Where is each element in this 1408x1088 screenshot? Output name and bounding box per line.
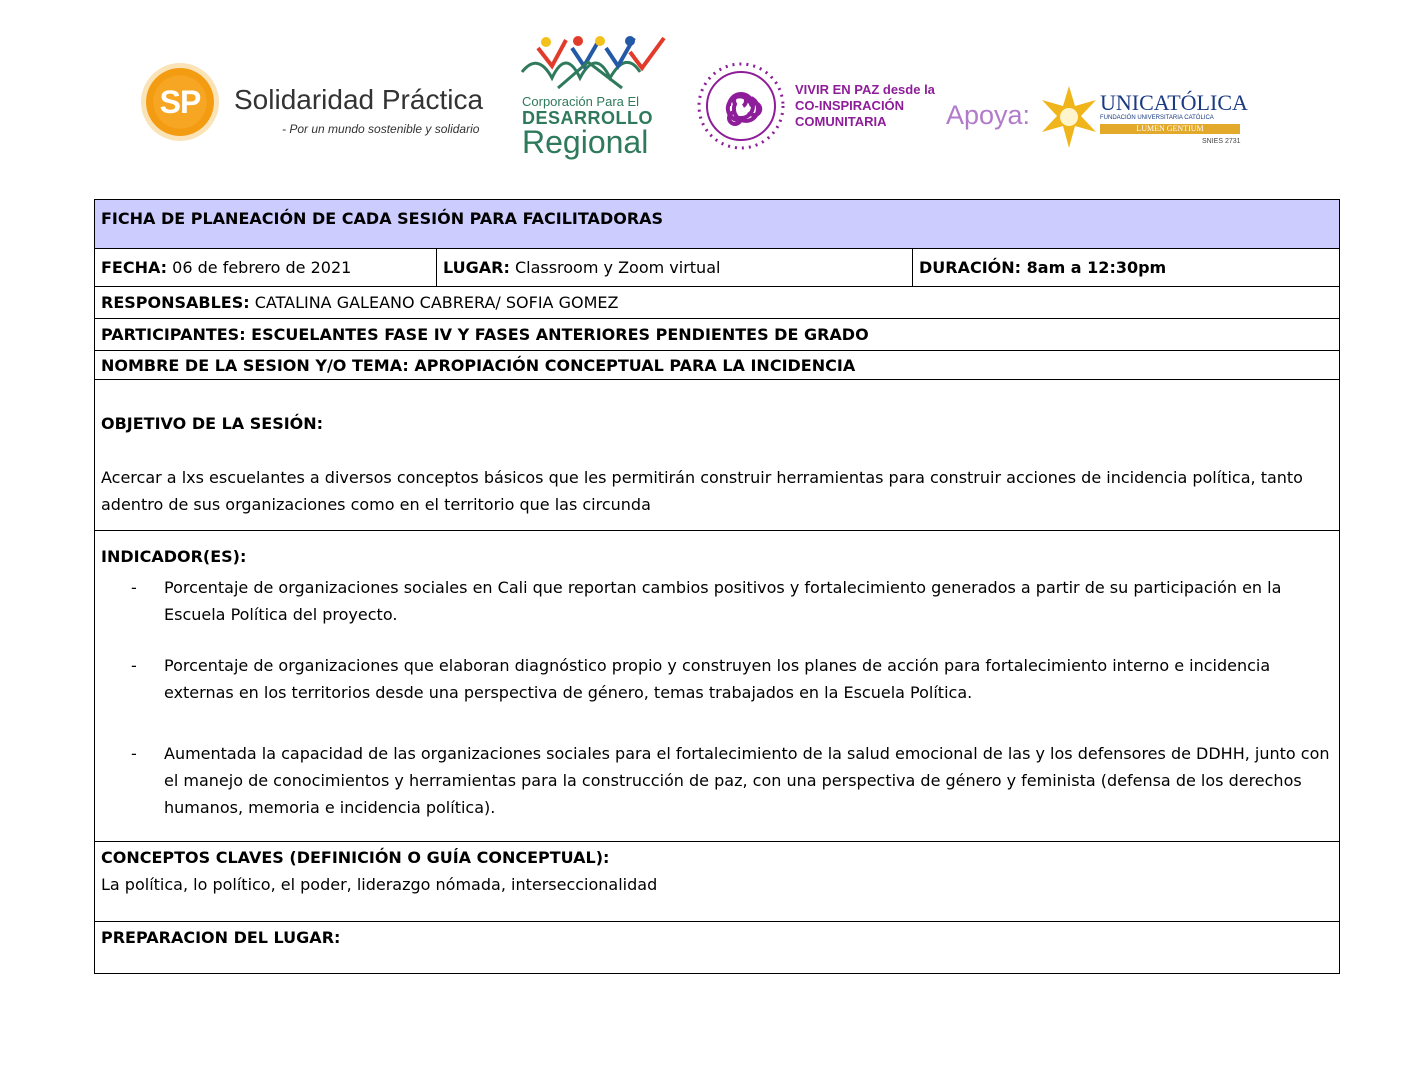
participantes-row: [95, 319, 1340, 351]
vivir-line1: VIVIR EN PAZ desde la: [795, 82, 935, 97]
solidaridad-practica-logo: [140, 62, 490, 144]
conceptos-label: CONCEPTOS CLAVES (DEFINICIÓN O GUÍA CONCEPTUAL):: [101, 848, 610, 867]
indicator-item: - Porcentaje de organizaciones sociales en Cali que reportan cambios positivos y fortalecimiento generados a partir de su participación en la Escuela Política del proyecto.: [131, 578, 1282, 624]
corporacion-desarrollo-regional-logo: [518, 32, 670, 160]
duracion-label: DURACIÓN:: [919, 258, 1022, 277]
responsables-value: CATALINA GALEANO CABRERA/ SOFIA GOMEZ: [249, 293, 619, 312]
participantes-label: PARTICIPANTES:: [101, 325, 246, 344]
unicatolica-name: UNICATÓLICA: [1100, 90, 1248, 115]
indicator-text: Aumentada la capacidad de las organizaciones sociales para el fortalecimiento de la salud emocional de las y los defensores de DDHH, junto con el manejo de conocimientos y herramientas para la construcción de paz, con una perspectiva de género y feminista (defensa de los derechos humanos, memoria e incidencia política).: [164, 744, 1330, 817]
unicatolica-band: LUMEN GENTIUM: [1100, 124, 1240, 134]
vivir-line2: CO-INSPIRACIÓN: [795, 98, 905, 113]
unicatolica-subtitle: FUNDACIÓN UNIVERSITARIA CATÓLICA: [1100, 115, 1214, 121]
fecha-cell: [95, 249, 437, 287]
form-title: FICHA DE PLANEACIÓN DE CADA SESIÓN PARA FACILITADORAS: [95, 200, 1340, 249]
nombre-sesion-label: NOMBRE DE LA SESION Y/O TEMA:: [101, 356, 409, 375]
form-header-row: [95, 200, 1340, 249]
logo-bar: [0, 0, 1408, 175]
indicator-text: Porcentaje de organizaciones sociales en Cali que reportan cambios positivos y fortalecimiento generados a partir de su participación en la Escuela Política del proyecto.: [164, 578, 1282, 624]
triskelion-icon: [695, 60, 787, 152]
fecha-label: FECHA:: [101, 258, 168, 277]
conceptos-row: [95, 842, 1340, 922]
preparacion-row: [95, 922, 1340, 974]
corp-line2: DESARROLLO: [522, 108, 653, 128]
lugar-cell: [437, 249, 913, 287]
duracion-cell: [913, 249, 1340, 287]
duracion-value: 8am a 12:30pm: [1021, 258, 1167, 277]
indicator-text: Porcentaje de organizaciones que elaboran diagnóstico propio y construyen los planes de acción para fortalecimiento interno e incidencia externas en los territorios desde una perspectiva de género, temas trabajados en la Escuela Política.: [164, 656, 1271, 702]
conceptos-text: La política, lo político, el poder, liderazgo nómada, interseccionalidad: [101, 875, 658, 894]
indicator-list: [101, 574, 1333, 821]
sp-name: Solidaridad Práctica: [234, 84, 484, 115]
objetivo-row: [95, 380, 1340, 531]
lugar-label: LUGAR:: [443, 258, 510, 277]
indicator-item: - Aumentada la capacidad de las organizaciones sociales para el fortalecimiento de la salud emocional de las y los defensores de DDHH, junto con el manejo de conocimientos y herramientas para la construcción de paz, con una perspectiva de género y feminista (defensa de los derechos humanos, memoria e incidencia política).: [131, 744, 1330, 817]
indicadores-label: INDICADOR(ES):: [101, 547, 247, 566]
unicatolica-snies: SNIES 2731: [1202, 138, 1241, 145]
nombre-sesion-value: APROPIACIÓN CONCEPTUAL PARA LA INCIDENCIA: [408, 356, 856, 375]
corp-line1: Corporación Para El: [522, 94, 640, 109]
star-seal-icon: [1038, 84, 1100, 150]
vivir-line3: COMUNITARIA: [795, 114, 887, 129]
unicatolica-logo: [1038, 84, 1248, 154]
sp-tagline: - Por un mundo sostenible y solidario: [282, 122, 480, 136]
objetivo-label: OBJETIVO DE LA SESIÓN:: [101, 414, 324, 433]
preparacion-label: PREPARACION DEL LUGAR:: [101, 928, 341, 947]
sp-sun-icon: SP: [146, 68, 214, 136]
indicadores-row: [95, 531, 1340, 842]
nombre-sesion-row: [95, 351, 1340, 380]
responsables-label: RESPONSABLES:: [101, 293, 250, 312]
fecha-value: 06 de febrero de 2021: [167, 258, 352, 277]
participantes-value: ESCUELANTES FASE IV Y FASES ANTERIORES PENDIENTES DE GRADO: [245, 325, 869, 344]
apoya-label: Apoya:: [946, 100, 1031, 130]
lugar-value: Classroom y Zoom virtual: [509, 258, 721, 277]
indicator-item: - Porcentaje de organizaciones que elaboran diagnóstico propio y construyen los planes de acción para fortalecimiento interno e incidencia externas en los territorios desde una perspectiva de género, temas trabajados en la Escuela Política.: [131, 656, 1271, 702]
date-place-duration-row: [95, 249, 1340, 287]
corp-line3: Regional: [522, 124, 649, 160]
session-planning-form: [94, 199, 1340, 974]
vivir-en-paz-logo: [695, 60, 940, 155]
people-figures-icon: [518, 32, 670, 96]
responsables-row: [95, 287, 1340, 319]
objetivo-text: Acercar a lxs escuelantes a diversos conceptos básicos que les permitirán construir herramientas para construir acciones de incidencia política, tanto adentro de sus organizaciones como en el territorio que las circunda: [101, 468, 1303, 514]
